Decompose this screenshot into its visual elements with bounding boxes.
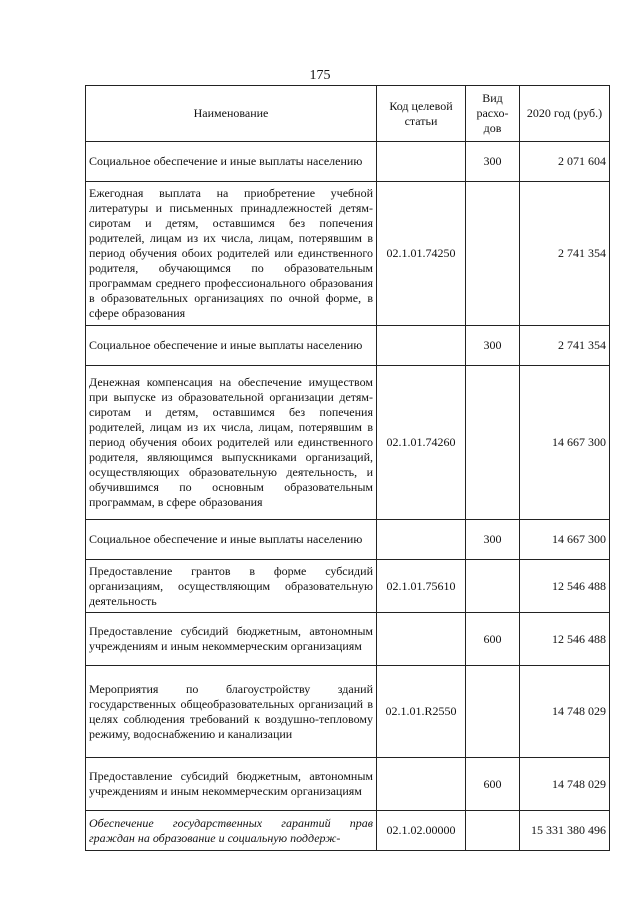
row-expense-type [466,560,520,613]
row-name: Ежегодная выплата на приобретение учебной литературы и письменных принадлежностей детям-сиротам и детям, оставшимся без попечения родителей, лицам из их числа, лицам, потерявшим в период обучения обоих родителей или единственного родителя, обучающимся по образовательным программам среднего профессионального образования в образовательных организациях по очной форме, в сфере образования [86,182,377,326]
row-name: Социальное обеспечение и иные выплаты населению [86,326,377,366]
table-row [86,182,610,326]
row-code [377,613,466,666]
row-name: Социальное обеспечение и иные выплаты населению [86,142,377,182]
row-code [377,520,466,560]
row-code: 02.1.02.00000 [377,811,466,851]
row-expense-type [466,811,520,851]
table-row [86,560,610,613]
row-name: Предоставление субсидий бюджетным, автономным учреждениям и иным некоммерческим организациям [86,613,377,666]
row-amount: 12 546 488 [520,613,610,666]
row-name: Предоставление грантов в форме субсидий организациям, осуществляющим образовательную деятельность [86,560,377,613]
header-expense-type: Вид расхо-дов [466,86,520,142]
header-name: Наименование [86,86,377,142]
page-number: 175 [309,68,331,83]
row-expense-type: 300 [466,142,520,182]
row-name: Обеспечение государственных гарантий прав граждан на образование и социальную поддерж- [86,811,377,851]
table-row [86,142,610,182]
table-row [86,366,610,520]
row-amount: 14 748 029 [520,666,610,758]
row-amount: 2 741 354 [520,326,610,366]
table-row [86,520,610,560]
row-amount: 14 667 300 [520,520,610,560]
row-expense-type [466,182,520,326]
row-amount: 12 546 488 [520,560,610,613]
row-code: 02.1.01.74260 [377,366,466,520]
table-row [86,811,610,851]
row-name: Социальное обеспечение и иные выплаты населению [86,520,377,560]
row-expense-type: 300 [466,326,520,366]
row-expense-type: 600 [466,758,520,811]
header-row [86,86,610,142]
row-code [377,142,466,182]
row-amount: 14 667 300 [520,366,610,520]
header-code: Код целевой статьи [377,86,466,142]
row-code: 02.1.01.75610 [377,560,466,613]
table-body [86,142,610,851]
row-name: Предоставление субсидий бюджетным, автономным учреждениям и иным некоммерческим организациям [86,758,377,811]
table-row [86,326,610,366]
row-code: 02.1.01.74250 [377,182,466,326]
header-amount: 2020 год (руб.) [520,86,610,142]
table-row [86,666,610,758]
row-amount: 15 331 380 496 [520,811,610,851]
row-code: 02.1.01.R2550 [377,666,466,758]
table-row [86,758,610,811]
budget-table [85,85,610,851]
row-amount: 2 071 604 [520,142,610,182]
row-amount: 2 741 354 [520,182,610,326]
row-name: Мероприятия по благоустройству зданий государственных общеобразовательных организаций в целях соблюдения требований к воздушно-тепловому режиму, водоснабжению и канализации [86,666,377,758]
table-row [86,613,610,666]
row-expense-type [466,666,520,758]
row-expense-type [466,366,520,520]
row-code [377,758,466,811]
table-header [86,86,610,142]
row-expense-type: 600 [466,613,520,666]
row-name: Денежная компенсация на обеспечение имуществом при выпуске из образовательной организации детям-сиротам и детям, оставшимся без попечения родителей, лицам из их числа, лицам, потерявшим в период обучения обоих родителей или единственного родителя, являющимся выпускниками организаций, осуществляющих образовательную деятельность, и обучившимся по основным образовательным программам, в сфере образования [86,366,377,520]
row-code [377,326,466,366]
row-amount: 14 748 029 [520,758,610,811]
row-expense-type: 300 [466,520,520,560]
